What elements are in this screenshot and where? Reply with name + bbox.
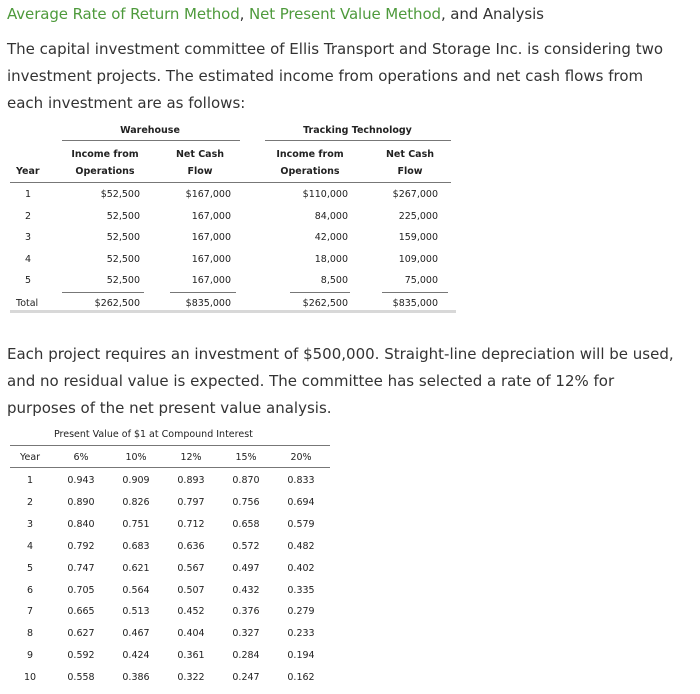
pv-factor-cell: 0.194 (287, 650, 315, 662)
year-cell: 2 (24, 210, 32, 222)
pv-factor-cell: 0.567 (177, 562, 205, 574)
total-rule (290, 292, 350, 293)
pv-factor-cell: 0.833 (287, 475, 315, 486)
table-cell: 109,000 (398, 253, 438, 265)
table-cell: 159,000 (398, 232, 438, 243)
title-separator: , (239, 5, 249, 23)
table-cell: 225,000 (398, 210, 438, 222)
table-cell: 84,000 (314, 210, 348, 222)
group-underline (265, 140, 451, 141)
middle-line: purposes of the net present value analysis. (7, 399, 332, 417)
pv-factor-cell: 0.279 (287, 606, 315, 618)
investment-table (10, 120, 456, 320)
middle-line: and no residual value is expected. The committee has selected a rate of 12% for (7, 372, 615, 390)
pv-header-rule (10, 467, 330, 468)
total-rule (62, 292, 144, 293)
pv-factor-cell: 0.636 (177, 540, 205, 552)
table-cell: 75,000 (404, 275, 438, 286)
pv-column-header: Year (19, 452, 41, 463)
pv-year-cell: 10 (23, 672, 37, 684)
pv-column-header: 20% (290, 452, 312, 463)
col-header-income: Income from (71, 149, 139, 160)
pv-factor-cell: 0.840 (67, 518, 95, 530)
year-cell: 3 (24, 232, 32, 243)
pv-column-header: 15% (235, 452, 257, 463)
group-header-tracking: Tracking Technology (303, 125, 412, 136)
pv-factor-cell: 0.756 (232, 496, 260, 508)
table-cell: 167,000 (191, 210, 231, 222)
table-cell: 167,000 (191, 232, 231, 243)
middle-paragraph (7, 341, 674, 422)
pv-factor-cell: 0.621 (122, 562, 150, 574)
pv-column-header: 10% (125, 452, 147, 463)
pv-year-cell: 9 (26, 650, 34, 662)
intro-line: The capital investment committee of Ellis Transport and Storage Inc. is considering two (7, 40, 664, 58)
table-cell: $110,000 (302, 189, 348, 200)
pv-factor-cell: 0.386 (122, 672, 150, 684)
pv-factor-cell: 0.404 (177, 628, 205, 640)
pv-factor-cell: 0.452 (177, 606, 205, 618)
col-header-income: Operations (75, 166, 135, 177)
total-cell: $262,500 (302, 298, 348, 309)
pv-year-cell: 5 (26, 562, 34, 574)
col-header-cash: Flow (187, 166, 213, 177)
pv-table-title: Present Value of $1 at Compound Interest (54, 429, 253, 440)
table-cell: 167,000 (191, 275, 231, 286)
table-cell: $167,000 (185, 189, 231, 200)
col-header-cash: Net Cash (385, 149, 435, 160)
col-header-cash: Flow (397, 166, 423, 177)
link-average-rate-of-return[interactable]: Average Rate of Return Method (7, 5, 240, 23)
pv-factor-cell: 0.747 (67, 562, 95, 574)
pv-title-rule (10, 445, 330, 446)
pv-factor-cell: 0.572 (232, 540, 260, 552)
total-cell: $262,500 (94, 298, 140, 309)
pv-factor-cell: 0.592 (67, 650, 95, 662)
total-rule (382, 292, 448, 293)
pv-factor-cell: 0.335 (287, 584, 315, 596)
pv-factor-cell: 0.683 (122, 540, 150, 552)
col-header-income: Income from (276, 149, 344, 160)
pv-factor-cell: 0.497 (232, 562, 260, 574)
pv-factor-cell: 0.482 (287, 540, 315, 552)
pv-factor-cell: 0.376 (232, 606, 260, 618)
pv-factor-cell: 0.558 (67, 672, 95, 684)
table-cell: 52,500 (106, 253, 140, 265)
pv-factor-cell: 0.797 (177, 496, 205, 508)
col-header-year: Year (16, 166, 40, 177)
pv-factor-cell: 0.513 (122, 606, 150, 618)
pv-column-header: 12% (180, 452, 202, 463)
pv-year-cell: 6 (26, 584, 34, 596)
pv-factor-cell: 0.284 (232, 650, 260, 662)
col-header-cash: Net Cash (175, 149, 225, 160)
table-cell: 52,500 (106, 275, 140, 286)
pv-factor-cell: 0.233 (287, 628, 315, 640)
pv-factor-cell: 0.467 (122, 628, 150, 640)
table-bottom-border (10, 310, 456, 313)
pv-factor-cell: 0.694 (287, 496, 315, 508)
group-header-warehouse: Warehouse (120, 125, 180, 136)
total-rule (170, 292, 236, 293)
pv-factor-cell: 0.564 (122, 584, 150, 596)
pv-factor-cell: 0.893 (177, 475, 205, 486)
pv-factor-cell: 0.890 (67, 496, 95, 508)
pv-year-cell: 1 (26, 475, 34, 486)
table-cell: $52,500 (100, 189, 140, 200)
pv-column-header: 6% (73, 452, 89, 463)
pv-factor-cell: 0.665 (67, 606, 95, 618)
intro-paragraph (7, 36, 663, 117)
middle-line: Each project requires an investment of $500,000. Straight-line depreciation will be used, (7, 345, 674, 363)
year-cell: 4 (24, 253, 32, 265)
pv-year-cell: 4 (26, 540, 34, 552)
pv-factor-cell: 0.402 (287, 562, 315, 574)
pv-factor-cell: 0.792 (67, 540, 95, 552)
pv-factor-cell: 0.751 (122, 518, 150, 530)
table-cell: 52,500 (106, 210, 140, 222)
total-cell: $835,000 (185, 298, 231, 309)
pv-factor-cell: 0.712 (177, 518, 205, 530)
pv-factor-cell: 0.870 (232, 475, 260, 486)
pv-factor-cell: 0.432 (232, 584, 260, 596)
header-rule (10, 182, 451, 183)
group-underline (62, 140, 240, 141)
table-cell: $267,000 (392, 189, 438, 200)
total-cell: $835,000 (392, 298, 438, 309)
pv-factor-cell: 0.826 (122, 496, 150, 508)
table-cell: 42,000 (314, 232, 348, 243)
pv-factor-cell: 0.579 (287, 518, 315, 530)
pv-factor-cell: 0.507 (177, 584, 205, 596)
intro-line: investment projects. The estimated income from operations and net cash flows from (7, 67, 644, 85)
pv-year-cell: 3 (26, 518, 34, 530)
pv-factor-cell: 0.322 (177, 672, 205, 684)
table-cell: 167,000 (191, 253, 231, 265)
pv-factor-cell: 0.627 (67, 628, 95, 640)
table-cell: 18,000 (314, 253, 348, 265)
year-cell: 5 (24, 275, 32, 286)
title-rest: , and Analysis (440, 5, 544, 23)
pv-factor-cell: 0.705 (67, 584, 95, 596)
pv-factor-cell: 0.424 (122, 650, 150, 662)
year-cell: 1 (24, 189, 32, 200)
table-cell: 8,500 (320, 275, 348, 286)
pv-factor-cell: 0.162 (287, 672, 315, 684)
page-title (7, 5, 544, 23)
link-net-present-value[interactable]: Net Present Value Method (249, 5, 441, 23)
pv-factor-cell: 0.658 (232, 518, 260, 530)
pv-factor-cell: 0.247 (232, 672, 260, 684)
total-label: Total (16, 298, 39, 309)
pv-year-cell: 7 (26, 606, 34, 618)
table-cell: 52,500 (106, 232, 140, 243)
intro-line: each investment are as follows: (7, 94, 246, 112)
pv-factor-cell: 0.943 (67, 475, 95, 486)
pv-factor-cell: 0.361 (177, 650, 205, 662)
pv-factor-cell: 0.327 (232, 628, 260, 640)
present-value-table (10, 425, 330, 690)
pv-year-cell: 2 (26, 496, 34, 508)
col-header-income: Operations (280, 166, 340, 177)
pv-factor-cell: 0.909 (122, 475, 150, 486)
pv-year-cell: 8 (26, 628, 34, 640)
